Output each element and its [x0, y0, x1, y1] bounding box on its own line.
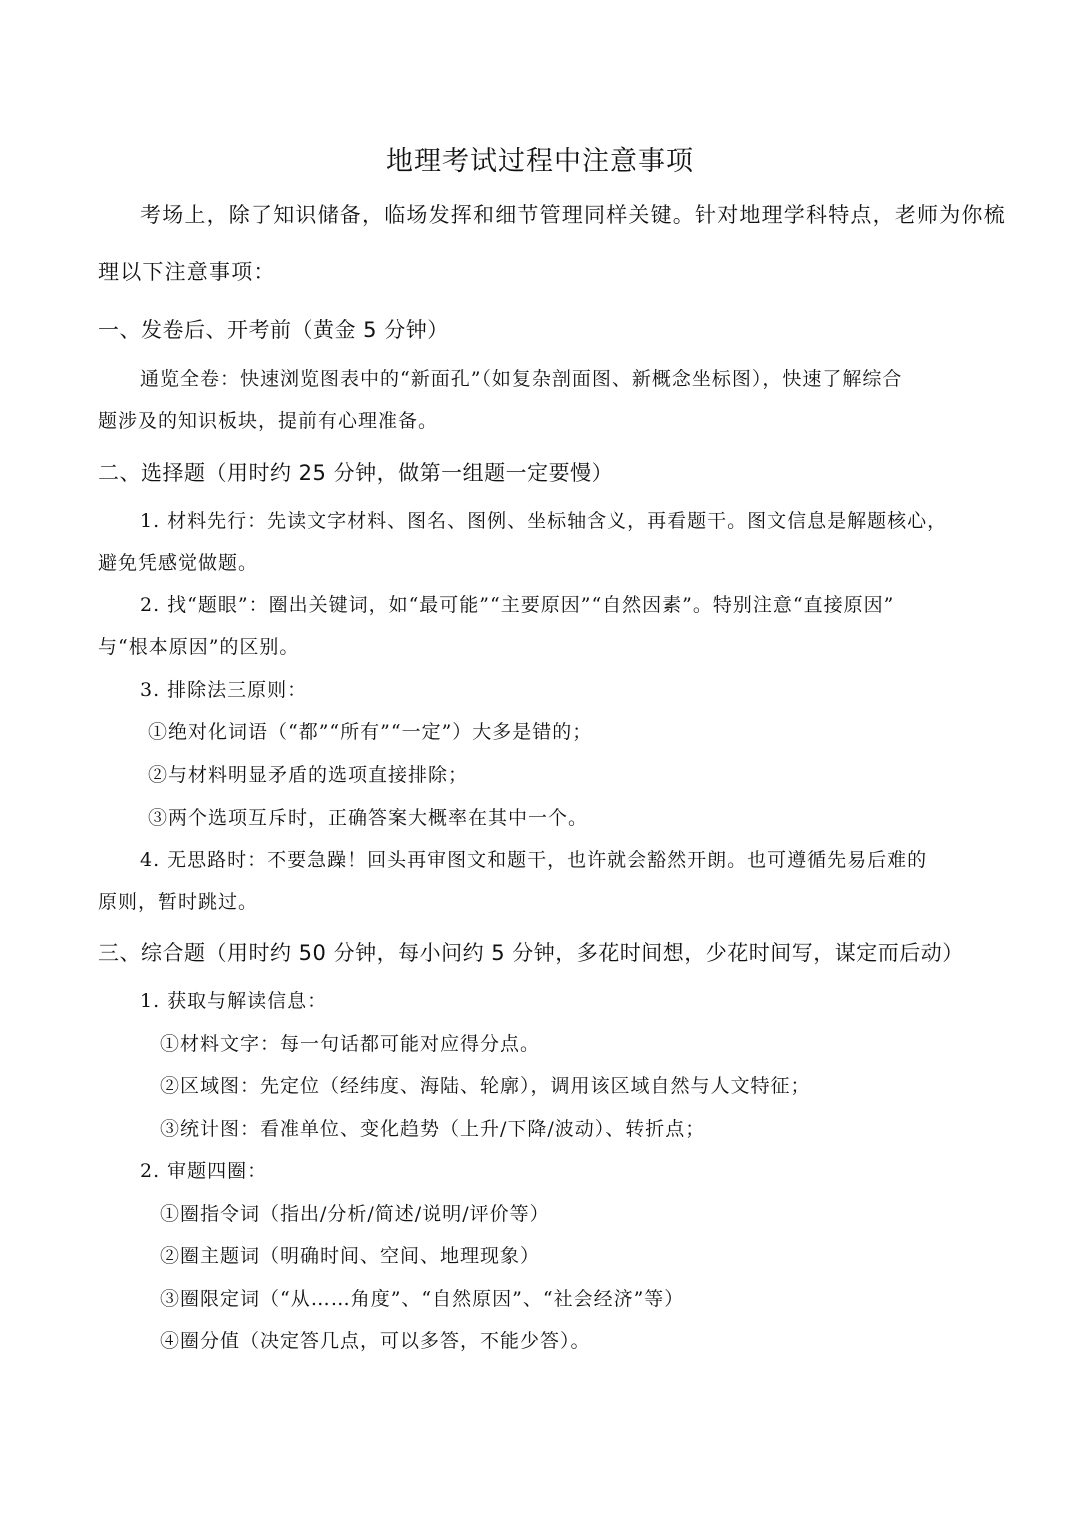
section-2-item-4-line-2: 原则，暂时跳过。 [98, 891, 259, 913]
section-1-paragraph-line-2: 题涉及的知识板块，提前有心理准备。 [98, 410, 439, 432]
section-3-item-1: 1. 获取与解读信息： [140, 990, 328, 1012]
section-2-item-3-sub-3: ③两个选项互斥时，正确答案大概率在其中一个。 [148, 807, 589, 829]
section-3-item-1-sub-1: ①材料文字：每一句话都可能对应得分点。 [160, 1033, 541, 1055]
section-2-item-3: 3. 排除法三原则： [140, 679, 308, 701]
intro-line-2: 理以下注意事项： [98, 260, 276, 284]
section-3-item-2-sub-3: ③圈限定词（“从……角度”、“自然原因”、“社会经济”等） [160, 1288, 685, 1310]
section-2-heading: 二、选择题（用时约 25 分钟，做第一组题一定要慢） [98, 461, 614, 485]
section-3-item-1-sub-3: ③统计图：看准单位、变化趋势（上升/下降/波动）、转折点； [160, 1118, 706, 1140]
section-2-item-2-line-1: 2. 找“题眼”：圈出关键词，如“最可能”“主要原因”“自然因素”。特别注意“直接原因” [140, 594, 895, 616]
section-1-paragraph-line-1: 通览全卷：快速浏览图表中的“新面孔”（如复杂剖面图、新概念坐标图），快速了解综合 [140, 368, 903, 390]
section-3-item-2-sub-2: ②圈主题词（明确时间、空间、地理现象） [160, 1245, 541, 1267]
section-3-item-2-sub-1: ①圈指令词（指出/分析/简述/说明/评价等） [160, 1203, 550, 1225]
section-2-item-1-line-1: 1. 材料先行：先读文字材料、图名、图例、坐标轴含义，再看题干。图文信息是解题核心， [140, 510, 948, 532]
section-2-item-3-sub-2: ②与材料明显矛盾的选项直接排除； [148, 764, 469, 786]
section-2-item-2-line-2: 与“根本原因”的区别。 [98, 636, 300, 658]
section-2-item-4-line-1: 4. 无思路时：不要急躁！回头再审图文和题干，也许就会豁然开朗。也可遵循先易后难的 [140, 849, 928, 871]
section-3-item-2-sub-4: ④圈分值（决定答几点，可以多答，不能少答）。 [160, 1330, 591, 1352]
section-2-item-1-line-2: 避免凭感觉做题。 [98, 552, 259, 574]
section-3-heading: 三、综合题（用时约 50 分钟，每小问约 5 分钟，多花时间想，少花时间写，谋定而后动） [98, 941, 964, 965]
section-1-heading: 一、发卷后、开考前（黄金 5 分钟） [98, 318, 449, 342]
section-2-item-3-sub-1: ①绝对化词语（“都”“所有”“一定”）大多是错的； [148, 721, 593, 743]
document-title: 地理考试过程中注意事项 [386, 146, 694, 177]
section-3-item-2: 2. 审题四圈： [140, 1160, 268, 1182]
intro-line-1: 考场上，除了知识储备，临场发挥和细节管理同样关键。针对地理学科特点，老师为你梳 [140, 203, 1006, 227]
section-3-item-1-sub-2: ②区域图：先定位（经纬度、海陆、轮廓），调用该区域自然与人文特征； [160, 1075, 811, 1097]
